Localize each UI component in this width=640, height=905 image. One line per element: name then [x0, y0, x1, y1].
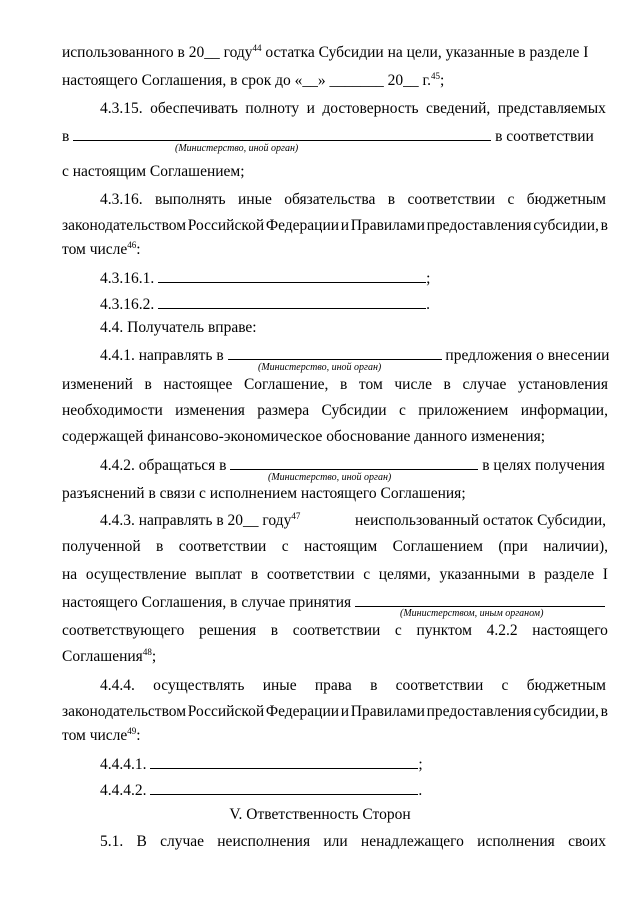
word: изменений — [62, 376, 133, 393]
word: своих — [568, 833, 606, 850]
word: в — [443, 376, 451, 393]
text-segment: ; — [418, 756, 423, 773]
word: полученной — [62, 538, 141, 555]
text-line — [62, 44, 588, 62]
word: установления — [517, 376, 608, 393]
item-blank-field[interactable] — [150, 780, 418, 795]
text-segment: ; — [151, 648, 157, 665]
text-segment: настоящего Соглашения, в случае принятия — [62, 594, 352, 611]
word: информации, — [520, 402, 608, 419]
text-segment: том числе — [62, 727, 128, 744]
word: Федерации — [265, 703, 340, 720]
word: исполнения — [477, 833, 555, 850]
word: необходимости — [62, 402, 163, 419]
word: представляемых — [497, 100, 606, 117]
text-segment — [100, 191, 606, 209]
text-segment — [100, 100, 606, 118]
word: случае — [462, 376, 507, 393]
word: сведений, — [426, 100, 491, 117]
word: Правилами — [350, 703, 425, 720]
paragraph-4-3-15-line1 — [100, 100, 606, 118]
word: 5.1. — [100, 833, 124, 850]
section-4-4-heading — [100, 319, 257, 337]
paragraph-4-4-3-line2 — [62, 538, 608, 556]
word: бюджетным — [526, 191, 606, 208]
footnote-ref[interactable]: 45 — [431, 70, 441, 81]
word: с — [281, 538, 289, 555]
word: в — [340, 376, 348, 393]
text-segment: 4.4.1. направлять в — [100, 347, 224, 364]
list-item-4-3-16-2 — [100, 294, 430, 314]
word: выплат — [195, 566, 243, 583]
word: соответствии — [395, 677, 484, 694]
paragraph-4-4-3-line1 — [100, 512, 606, 530]
word: в — [387, 191, 396, 208]
text-segment: ; — [440, 72, 445, 89]
word: с — [507, 191, 515, 208]
paragraph-4-4-4-line1 — [100, 677, 606, 695]
blank-caption: (Министерство, иной орган) — [268, 472, 392, 483]
text-segment: в — [62, 128, 70, 145]
word: обязательства — [284, 191, 376, 208]
word: настоящего — [532, 622, 608, 639]
word: случае — [160, 833, 205, 850]
text-segment: 4.4.2. обращаться в — [100, 457, 227, 474]
word: с — [394, 622, 402, 639]
word: в — [370, 677, 378, 694]
word: Субсидии — [321, 402, 387, 419]
text-segment: 4.3.16.1. — [100, 270, 155, 287]
blank-caption: (Министерством, иным органом) — [400, 608, 544, 619]
word: I — [602, 566, 608, 583]
word: соответствии — [292, 622, 381, 639]
blank-caption: (Министерство, иной орган) — [175, 143, 299, 154]
text-segment: Соглашения — [62, 648, 143, 665]
word: разделе — [544, 566, 595, 583]
word: и — [340, 703, 350, 720]
text-segment: 4.4. Получатель вправе: — [100, 319, 257, 336]
text-segment — [62, 538, 608, 556]
text-segment: остатка Субсидии на цели, указанные в разделе I — [261, 44, 589, 61]
footnote-ref[interactable]: 48 — [142, 646, 152, 657]
word: иные — [262, 677, 297, 694]
word: том — [358, 376, 383, 393]
text-segment: содержащей финансово-экономическое обоснование данного изменения; — [62, 428, 546, 445]
item-blank-field[interactable] — [150, 754, 418, 769]
word: числе — [394, 376, 432, 393]
word: изменения — [175, 402, 245, 419]
section-5-title — [0, 806, 640, 824]
word: Российской — [187, 703, 265, 720]
word: целями, — [378, 566, 431, 583]
paragraph-5-1-line1 — [100, 833, 606, 851]
item-blank-field[interactable] — [158, 268, 426, 283]
word: с — [501, 677, 509, 694]
word: соответствии — [407, 191, 496, 208]
text-segment: с настоящим Соглашением; — [62, 163, 245, 180]
word: В — [136, 833, 147, 850]
word: неисполнения — [217, 833, 311, 850]
paragraph-4-4-2-line2 — [62, 485, 466, 503]
text-segment: : — [136, 727, 141, 744]
text-segment: том числе — [62, 241, 128, 258]
word: с — [363, 566, 371, 583]
paragraph-4-3-16-line2 — [62, 217, 608, 235]
word: предоставления — [426, 217, 532, 234]
word: соответствии — [266, 566, 355, 583]
word: в — [250, 566, 259, 583]
text-segment: V. Ответственность Сторон — [229, 806, 411, 823]
text-segment: использованного в 20__ году — [62, 44, 253, 61]
word: Федерации — [265, 217, 340, 234]
word: иные — [237, 191, 272, 208]
word: субсидии, — [533, 703, 599, 720]
paragraph-4-4-1-line4 — [62, 428, 545, 446]
text-segment: в целях получения — [482, 457, 605, 474]
text-line — [62, 72, 444, 90]
word: приложением — [418, 402, 509, 419]
word: в — [600, 217, 608, 234]
word: 4.2.2 — [486, 622, 518, 639]
word: указанными — [439, 566, 520, 583]
text-segment: предложения о внесении — [445, 347, 610, 364]
word: Соглашением — [392, 538, 483, 555]
text-segment — [100, 677, 606, 695]
text-segment — [62, 566, 608, 584]
word: с — [398, 402, 406, 419]
word: в — [270, 622, 279, 639]
word: субсидии, — [533, 217, 599, 234]
word: размера — [257, 402, 310, 419]
text-segment: настоящего Соглашения, в срок до «__» _______ 20__ г. — [62, 72, 432, 89]
text-segment — [62, 703, 608, 721]
footnote-ref[interactable]: 44 — [252, 42, 262, 53]
word: в — [156, 538, 164, 555]
word: бюджетным — [526, 677, 606, 694]
word: настоящим — [303, 538, 378, 555]
word: в — [528, 566, 536, 583]
text-segment: в соответствии — [495, 128, 594, 145]
paragraph-4-3-16-line3 — [62, 241, 141, 259]
paragraph-4-4-4-line2 — [62, 703, 608, 721]
organ-blank-field[interactable] — [355, 592, 605, 607]
text-segment: 4.4.3. направлять в 20__ году — [100, 512, 292, 529]
word: осуществлять — [153, 677, 245, 694]
paragraph-4-4-1-line3 — [62, 402, 608, 420]
word: пунктом — [416, 622, 472, 639]
organ-blank-field[interactable] — [230, 455, 478, 470]
organ-blank-field[interactable] — [73, 126, 491, 141]
word: и — [306, 100, 315, 117]
text-segment: : — [136, 241, 141, 258]
word: (при — [498, 538, 528, 555]
word: ненадлежащего — [360, 833, 464, 850]
paragraph-4-3-16-line1 — [100, 191, 606, 209]
word: в — [144, 376, 152, 393]
list-item-4-3-16-1 — [100, 268, 430, 288]
list-item-4-4-4-2 — [100, 780, 422, 800]
text-segment: 4.3.16.2. — [100, 296, 155, 313]
text-segment: 4.4.4.1. — [100, 756, 147, 773]
text-segment: ; — [426, 270, 431, 287]
word: 4.3.15. — [100, 100, 143, 117]
footnote-ref[interactable]: 49 — [127, 725, 137, 736]
text-segment — [62, 217, 608, 235]
word: 4.3.16. — [100, 191, 143, 208]
word: обеспечивать — [150, 100, 238, 117]
text-segment: . — [418, 782, 423, 799]
text-segment — [62, 622, 608, 640]
paragraph-4-3-15-line2 — [62, 126, 594, 146]
blank-caption: (Министерство, иной орган) — [258, 362, 382, 373]
word: Правилами — [350, 217, 425, 234]
word: наличии), — [543, 538, 608, 555]
word: Соглашение, — [243, 376, 329, 393]
text-segment — [100, 833, 606, 851]
text-segment — [62, 376, 608, 394]
word: осуществление — [85, 566, 187, 583]
paragraph-4-4-3-line6 — [62, 648, 156, 666]
word: на — [62, 566, 78, 583]
text-segment: неиспользованный остаток Субсидии, — [354, 512, 606, 529]
paragraph-4-4-3-line3 — [62, 566, 608, 584]
word: достоверность — [322, 100, 419, 117]
word: решения — [198, 622, 257, 639]
word: и — [340, 217, 350, 234]
organ-blank-field[interactable] — [228, 345, 442, 360]
text-segment — [62, 402, 608, 420]
word: соответствии — [178, 538, 267, 555]
text-segment: 4.4.4.2. — [100, 782, 147, 799]
word: предоставления — [426, 703, 532, 720]
word: настоящее — [163, 376, 233, 393]
footnote-ref[interactable]: 47 — [291, 510, 301, 521]
word: выполнять — [155, 191, 226, 208]
list-item-4-4-4-1 — [100, 754, 423, 774]
paragraph-4-4-4-line3 — [62, 727, 141, 745]
word: права — [314, 677, 352, 694]
word: законодательством — [62, 217, 187, 234]
footnote-ref[interactable]: 46 — [127, 239, 137, 250]
text-segment: разъяснений в связи с исполнением настоящего Соглашения; — [62, 485, 466, 502]
word: или — [323, 833, 348, 850]
word: Российской — [187, 217, 265, 234]
paragraph-4-4-3-line5 — [62, 622, 608, 640]
text-segment: . — [426, 296, 430, 313]
word: соответствующего — [62, 622, 185, 639]
word: законодательством — [62, 703, 187, 720]
word: 4.4.4. — [100, 677, 135, 694]
word: в — [600, 703, 608, 720]
paragraph-4-4-1-line2 — [62, 376, 608, 394]
paragraph-4-3-15-line3 — [62, 163, 245, 181]
item-blank-field[interactable] — [158, 294, 426, 309]
word: полноту — [245, 100, 300, 117]
